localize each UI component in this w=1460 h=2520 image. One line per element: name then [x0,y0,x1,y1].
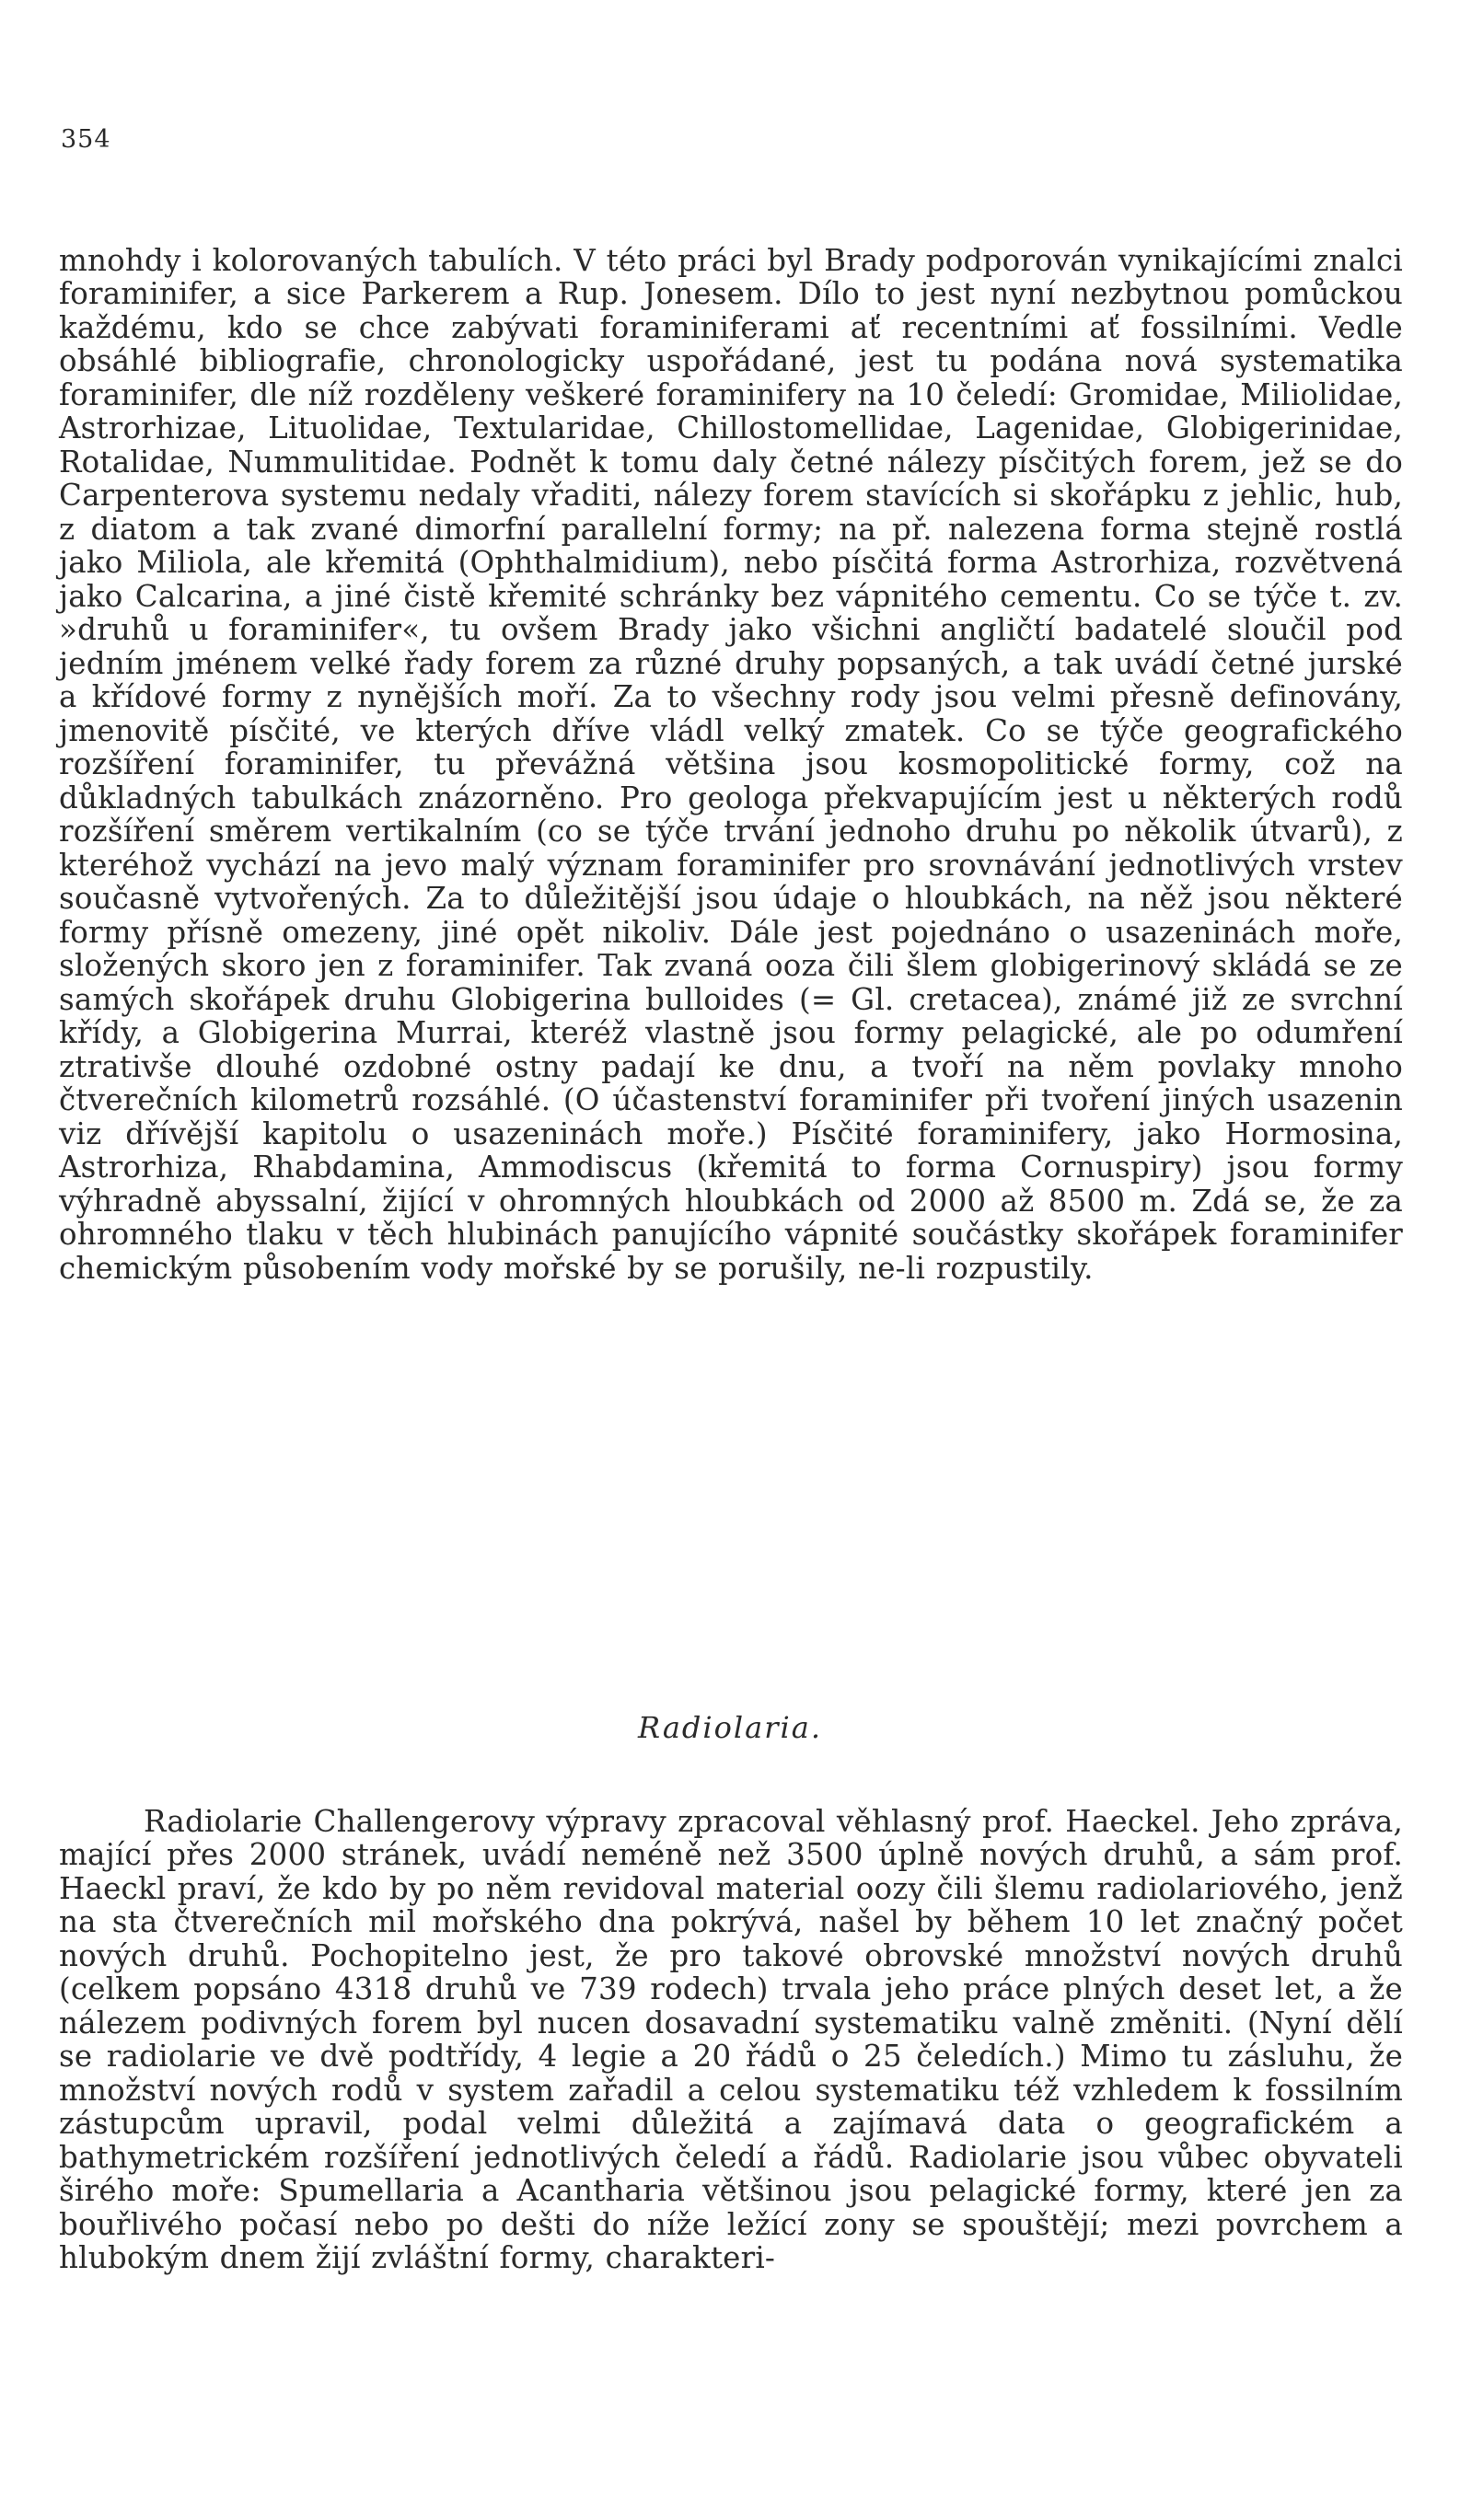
page-number: 354 [61,125,111,154]
section-heading-radiolaria: Radiolaria. [638,1710,822,1745]
body-paragraph-radiolaria: Radiolarie Challengerovy výpravy zpracoval věhlasný prof. Haeckel. Jeho zpráva, mající přes 2000 stránek, uvádí neméně než 3500 úplně nových druhů, a sám prof. Haeckl praví, že kdo by po něm revidoval material oozy čili šlemu radiolariového, jenž na sta čtverečních mil mořského dna pokrývá, našel by během 10 let značný počet nových druhů. Pochopitelno jest, že pro takové obrovské množství nových druhů (celkem popsáno 4318 druhů ve 739 rodech) trvala jeho práce plných deset let, a že nálezem podivných forem byl nucen dosavadní systematiku valně změniti. (Nyní dělí se radiolarie ve dvě podtřídy, 4 legie a 20 řádů o 25 čeledích.) Mimo tu zásluhu, že množství nových rodů v system zařadil a celou systematiku též vzhledem k fossilním zástupcům upravil, podal velmi důležitá a zajímavá data o geografickém a bathymetrickém rozšíření jednotlivých čeledí a řádů. Radiolarie jsou vůbec obyvateli širého moře: Spumellaria a Acantharia většinou jsou pelagické formy, které jen za bouřlivého počasí nebo po dešti do níže ležící zony se spouštějí; mezi povrchem a hlubokým dnem žijí zvláštní formy, charakteri- [59,1803,1403,2275]
body-paragraph-foraminifera: mnohdy i kolorovaných tabulích. V této práci byl Brady podporován vynikajícími znalci foraminifer, a sice Parkerem a Rup. Jonesem. Dílo to jest nyní nezbytnou pomůckou každému, kdo se chce zabývati foraminiferami ať recentními ať fossilními. Vedle obsáhlé bibliografie, chronologicky uspořádané, jest tu podána nová systematika foraminifer, dle níž rozděleny veškeré foraminifery na 10 čeledí: Gromidae, Miliolidae, Astrorhizae, Lituolidae, Textularidae, Chillostomellidae, Lagenidae, Globigerinidae, Rotalidae, Nummulitidae. Podnět k tomu daly četné nálezy písčitých forem, jež se do Carpenterova systemu nedaly vřaditi, nálezy forem stavících si skořápku z jehlic, hub, z diatom a tak zvané dimorfní parallelní formy; na př. nalezena forma stejně rostlá jako Miliola, ale křemitá (Ophthalmidium), nebo písčitá forma Astrorhiza, rozvětvená jako Calcarina, a jiné čistě křemité schránky bez vápnitého cementu. Co se týče t. zv. »druhů u foraminifer«, tu ovšem Brady jako všichni angličtí badatelé sloučil pod jedním jménem velké řady forem za různé druhy popsaných, a tak uvádí četné jurské a křídové formy z nynějších moří. Za to všechny rody jsou velmi přesně definovány, jmenovitě písčité, ve kterých dříve vládl velký zmatek. Co se týče geografického rozšíření foraminifer, tu převážná většina jsou kosmopolitické formy, což na důkladných tabulkách znázorněno. Pro geologa překvapujícím jest u některých rodů rozšíření směrem vertikalním (co se týče trvání jednoho druhu po několik útvarů), z kteréhož vychází na jevo malý význam foraminifer pro srovnávání jednotlivých vrstev současně vytvořených. Za to důležitější jsou údaje o hloubkách, na něž jsou některé formy přísně omezeny, jiné opět nikoliv. Dále jest pojednáno o usazeninách moře, složených skoro jen z foraminifer. Tak zvaná ooza čili šlem globigerinový skládá se ze samých skořápek druhu Globigerina bulloides (= Gl. cretacea), známé již ze svrchní křídy, a Globigerina Murrai, kteréž vlastně jsou formy pelagické, ale po odumření ztrativše dlouhé ozdobné ostny padají ke dnu, a tvoří na něm povlaky mnoho čtverečních kilometrů rozsáhlé. (O účastenství foraminifer při tvoření jiných usazenin viz dřívější kapitolu o usazeninách moře.) Písčité foraminifery, jako Hormosina, Astrorhiza, Rhabdamina, Ammodiscus (křemitá to forma Cornuspiry) jsou formy výhradně abyssalní, žijící v ohromných hloubkách od 2000 až 8500 m. Zdá se, že za ohromného tlaku v těch hlubinách panujícího vápnité součástky skořápek foraminifer chemickým působením vody mořské by se porušily, ne-li rozpustily. [59,242,1403,1286]
